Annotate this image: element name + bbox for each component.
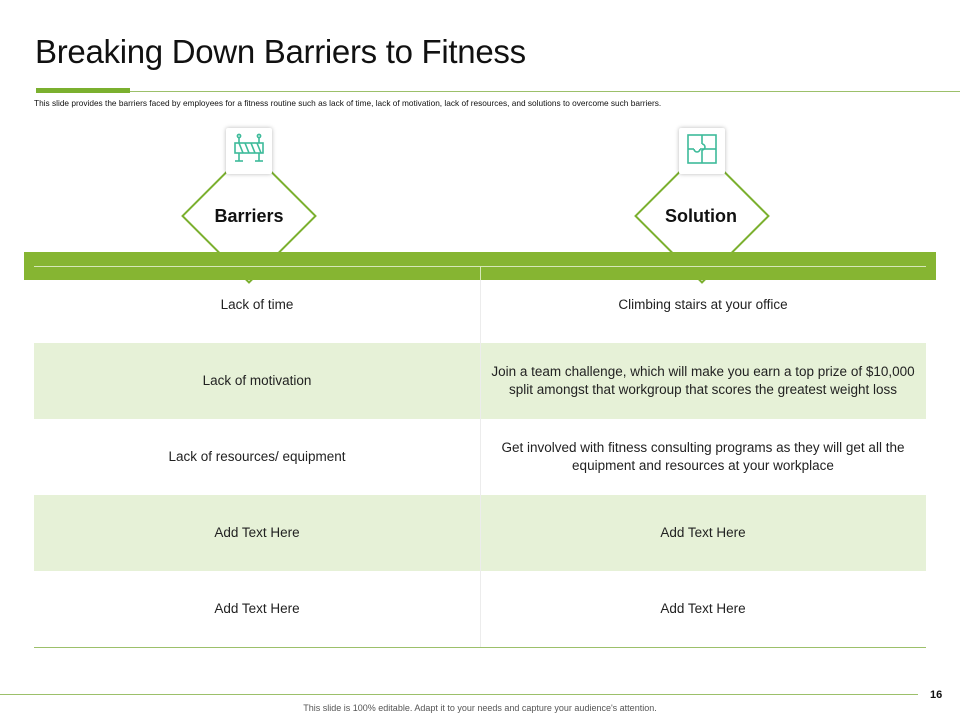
solution-cell: Add Text Here <box>660 601 746 616</box>
barrier-icon <box>232 132 266 171</box>
table-bottom-border <box>34 647 926 648</box>
solution-cell: Climbing stairs at your office <box>618 297 788 312</box>
puzzle-icon <box>685 132 719 171</box>
barrier-cell: Add Text Here <box>214 601 300 616</box>
solution-cell: Join a team challenge, which will make you earn a top prize of $10,000 split amongst that workgroup that scores the greatest weight loss <box>491 364 915 397</box>
barrier-cell: Lack of resources/ equipment <box>168 449 346 464</box>
footer-divider <box>0 694 918 695</box>
title-accent-bar <box>36 88 130 93</box>
barrier-cell: Add Text Here <box>214 525 300 540</box>
footer-note: This slide is 100% editable. Adapt it to your needs and capture your audience's attention. <box>303 703 657 713</box>
solution-icon-box <box>679 128 725 174</box>
solution-cell: Get involved with fitness consulting programs as they will get all the equipment and resources at your workplace <box>501 440 905 473</box>
solution-cell: Add Text Here <box>660 525 746 540</box>
page-number: 16 <box>930 689 943 701</box>
title-divider <box>130 91 960 92</box>
slide-subtitle: This slide provides the barriers faced by employees for a fitness routine such as lack of time, lack of motivation, lack of resources, and solutions to overcome such barriers. <box>34 98 662 108</box>
barriers-header: Barriers <box>214 206 284 226</box>
barrier-cell: Lack of time <box>220 297 294 312</box>
slide-title: Breaking Down Barriers to Fitness <box>35 33 526 70</box>
solution-header: Solution <box>665 206 737 226</box>
column-divider <box>480 280 481 647</box>
barrier-cell: Lack of motivation <box>202 373 312 388</box>
barriers-icon-box <box>226 128 272 174</box>
